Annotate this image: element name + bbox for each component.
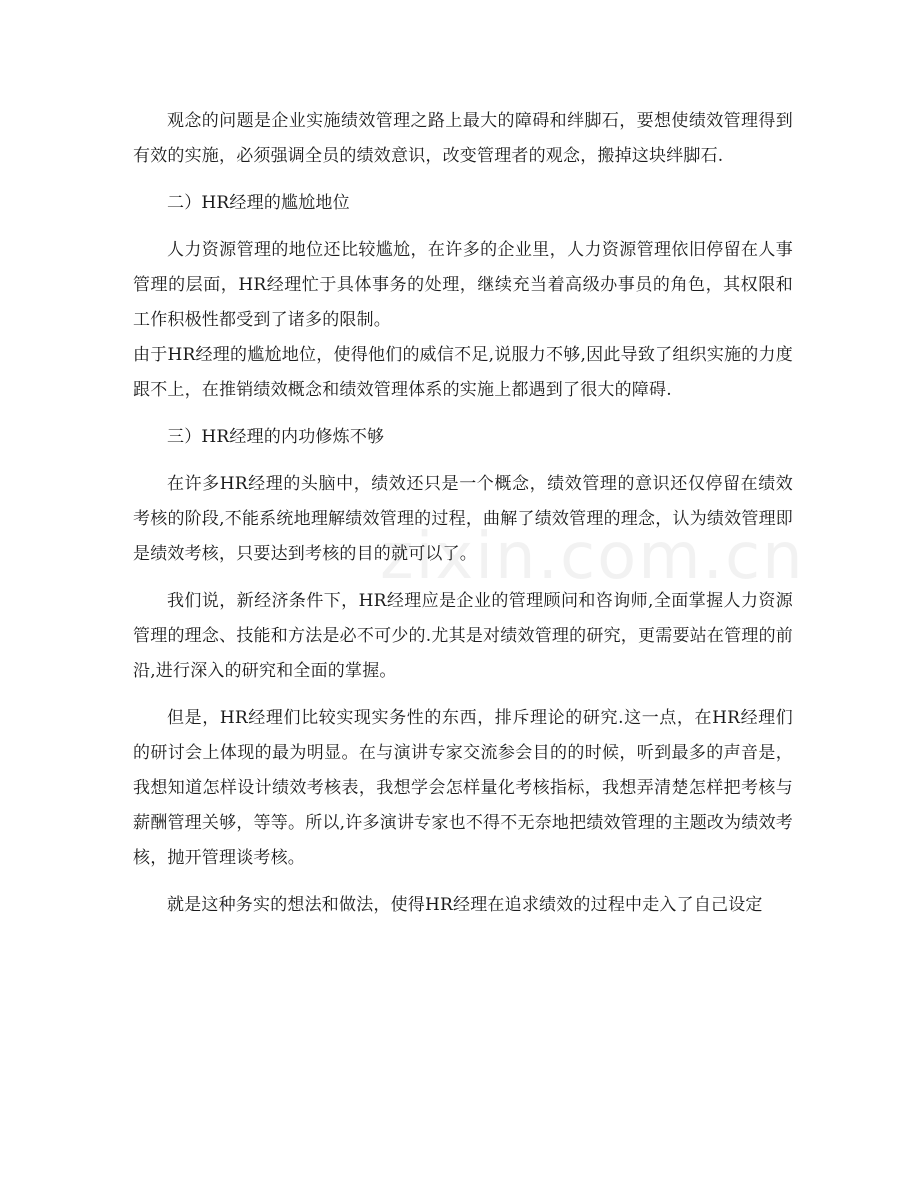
paragraph-8: 但是，HR经理们比较实现实务性的东西，排斥理论的研究.这一点，在HR经理们的研讨会上体现的最为明显。在与演讲专家交流参会目的的时候，听到最多的声音是，我想知道怎样设计绩效考核表，我想学会怎样量化考核指标，我想弄清楚怎样把考核与薪酬管理关够，等等。所以,许多演讲专家也不得不无奈地把绩效管理的主题改为绩效考核，抛开管理谈考核。	[133, 708, 793, 868]
document-body	[133, 104, 793, 935]
paragraph-4: 由于HR经理的尴尬地位，使得他们的威信不足,说服力不够,因此导致了组织实施的力度跟不上，在推销绩效概念和绩效管理体系的实施上都遇到了很大的障碍.	[133, 345, 793, 400]
paragraph-3: 人力资源管理的地位还比较尴尬，在许多的企业里，人力资源管理依旧停留在人事管理的层面，HR经理忙于具体事务的处理，继续充当着高级办事员的角色，其权限和工作积极性都受到了诸多的限制。	[133, 240, 793, 330]
watermark: zixin.com.cn	[380, 520, 805, 594]
paragraph-7: 我们说，新经济条件下，HR经理应是企业的管理顾问和咨询师,全面掌握人力资源管理的理念、技能和方法是必不可少的.尤其是对绩效管理的研究，更需要站在管理的前沿,进行深入的研究和全面的掌握。	[133, 591, 793, 681]
paragraph-1: 观念的问题是企业实施绩效管理之路上最大的障碍和绊脚石，要想使绩效管理得到有效的实施，必须强调全员的绩效意识，改变管理者的观念，搬掉这块绊脚石.	[133, 111, 793, 166]
paragraph-6: 在许多HR经理的头脑中，绩效还只是一个概念，绩效管理的意识还仅停留在绩效考核的阶段,不能系统地理解绩效管理的过程，曲解了绩效管理的理念，认为绩效管理即是绩效考核，只要达到考核的目的就可以了。	[133, 474, 793, 564]
section-heading-3: 三）HR经理的内功修炼不够	[167, 427, 385, 447]
paragraph-9: 就是这种务实的想法和做法，使得HR经理在追求绩效的过程中走入了自己设定	[167, 895, 763, 915]
section-heading-2: 二）HR经理的尴尬地位	[167, 193, 350, 213]
